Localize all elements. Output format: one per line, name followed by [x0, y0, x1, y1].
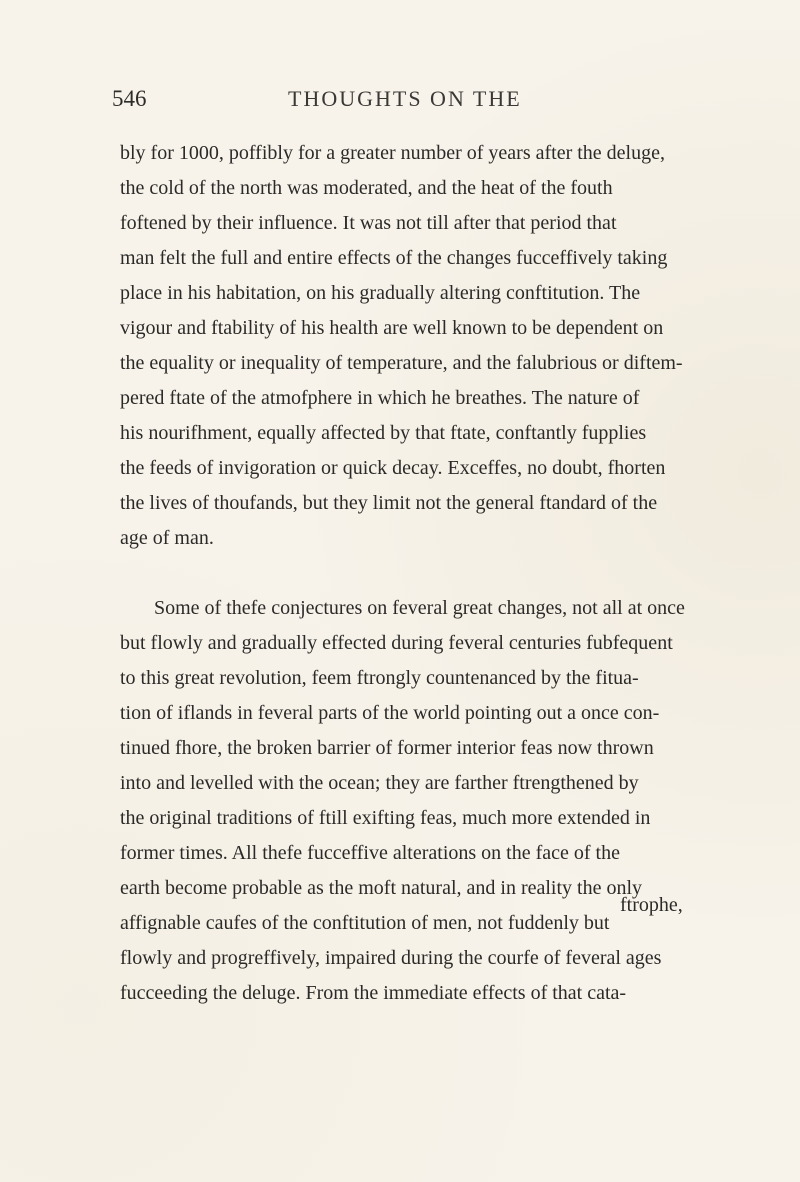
text-line: tinued fhore, the broken barrier of former interior feas now thrown — [120, 737, 654, 759]
text-line: Some of thefe conjectures on feveral great changes, not all at once — [154, 597, 685, 619]
text-line: bly for 1000, poffibly for a greater number of years after the deluge, — [120, 142, 665, 164]
text-line: tion of iflands in feveral parts of the world pointing out a once con- — [120, 702, 660, 724]
text-line: earth become probable as the moft natural, and in reality the only — [120, 877, 643, 899]
page-number: 546 — [112, 86, 147, 111]
text-line: but flowly and gradually effected during feveral centuries fubfequent — [120, 632, 673, 654]
catchword: ftrophe, — [620, 894, 683, 916]
text-line: the original traditions of ftill exifting feas, much more extended in — [120, 807, 651, 829]
paragraph-1 — [120, 136, 800, 556]
text-line: affignable caufes of the conftitution of men, not fuddenly but — [120, 912, 610, 934]
paragraph-2 — [120, 591, 800, 1011]
text-line: fucceeding the deluge. From the immediate effects of that cata- — [120, 982, 627, 1004]
text-line: flowly and progreffively, impaired during the courfe of feveral ages — [120, 947, 662, 969]
text-line: the cold of the north was moderated, and the heat of the fouth — [120, 177, 613, 199]
text-line: man felt the full and entire effects of the changes fucceffively taking — [120, 247, 668, 269]
body-text — [120, 136, 800, 1011]
text-line: into and levelled with the ocean; they are farther ftrengthened by — [120, 772, 639, 794]
text-line: his nourifhment, equally affected by that ftate, conftantly fupplies — [120, 422, 647, 444]
text-line: vigour and ftability of his health are well known to be dependent on — [120, 317, 664, 339]
text-line: foftened by their influence. It was not till after that period that — [120, 212, 617, 234]
text-line: the feeds of invigoration or quick decay. Exceffes, no doubt, fhorten — [120, 457, 666, 479]
text-line: place in his habitation, on his gradually altering conftitution. The — [120, 282, 641, 304]
text-line: the lives of thoufands, but they limit not the general ftandard of the — [120, 492, 658, 514]
text-line: to this great revolution, feem ftrongly countenanced by the fitua- — [120, 667, 639, 689]
running-head: THOUGHTS ON THE — [288, 86, 522, 111]
text-line: the equality or inequality of temperature, and the falubrious or diftem- — [120, 352, 683, 374]
text-line: former times. All thefe fucceffive alterations on the face of the — [120, 842, 620, 864]
text-line: pered ftate of the atmofphere in which he breathes. The nature of — [120, 387, 640, 409]
paragraph-spacer — [120, 556, 800, 591]
text-line: age of man. — [120, 527, 214, 549]
page-header — [112, 86, 712, 126]
